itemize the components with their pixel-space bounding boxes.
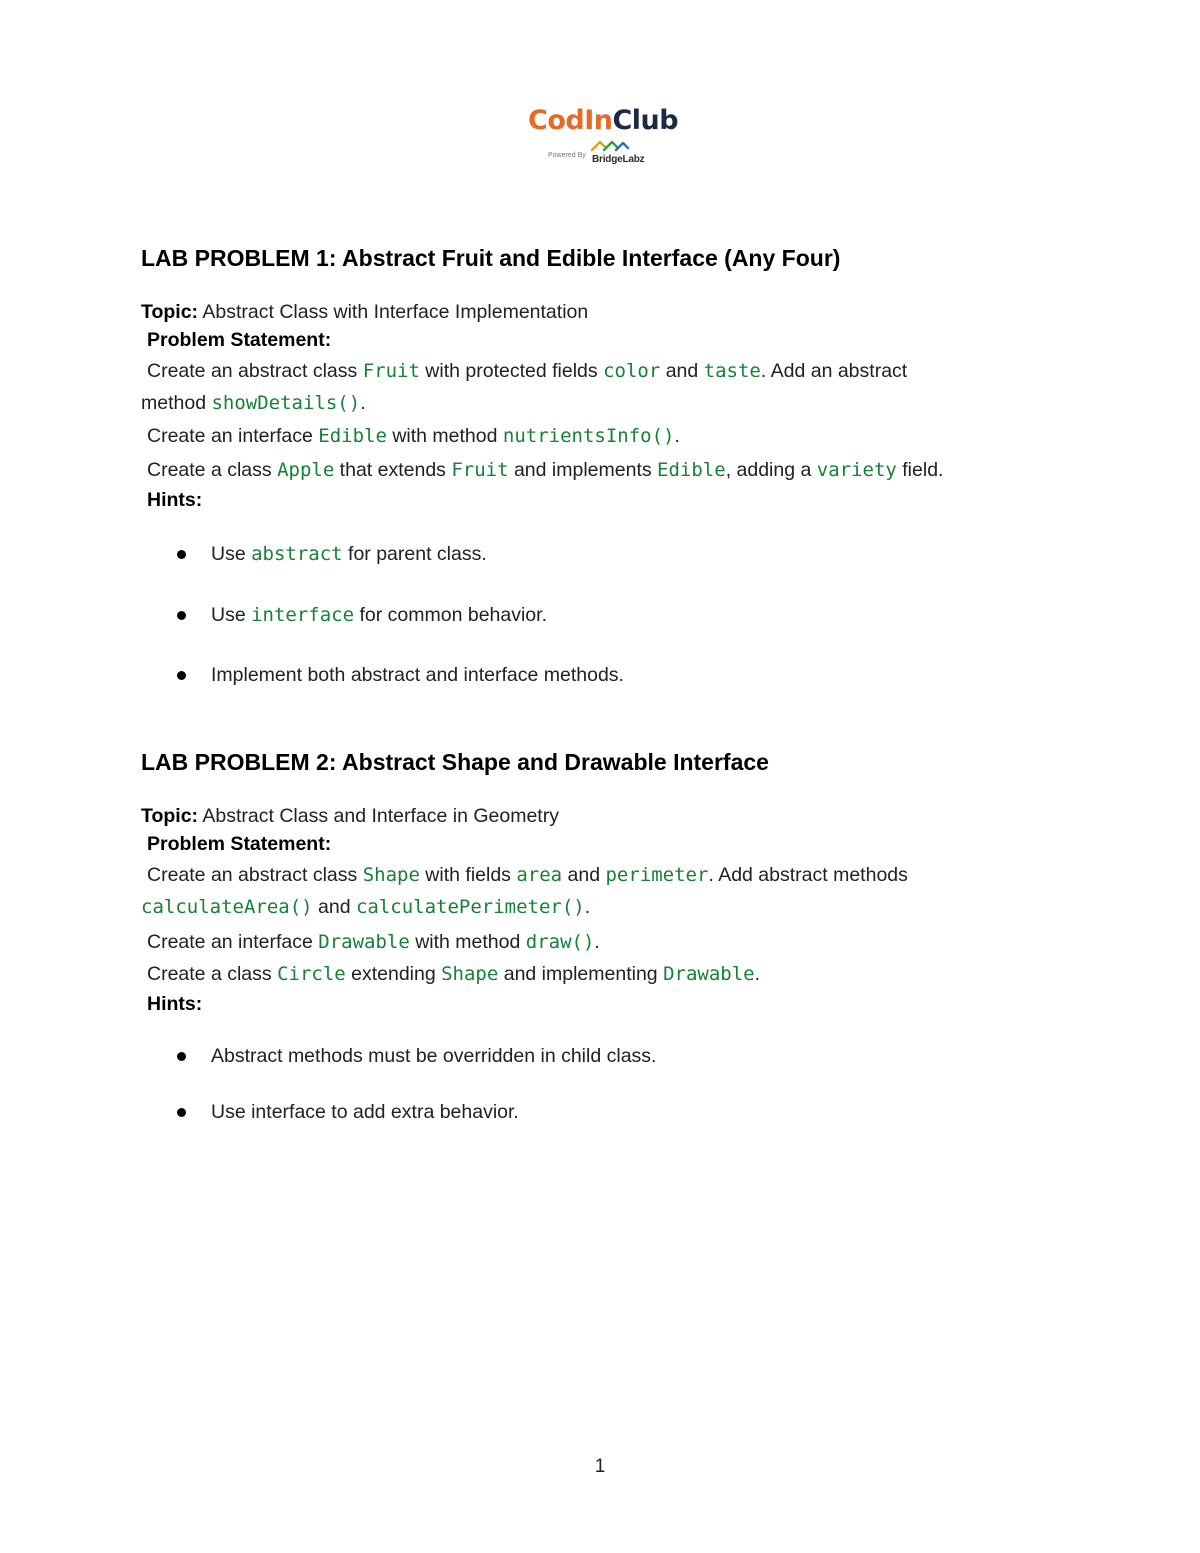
bullet-icon [177,671,186,680]
logo-wordmark [528,104,678,138]
statement-text: with fields [419,864,517,886]
statement-text: . Add an abstract [760,360,908,382]
statement-line-3 [147,423,680,449]
logo-brand-bridgelabz: BridgeLabz [592,154,645,165]
hint-item-2: Use interface to add extra behavior. [211,1101,519,1123]
lab-problem-2 [141,747,1061,1123]
problem-statement-label: Problem Statement: [147,833,332,855]
problem-2-topic [141,803,559,829]
hints-label: Hints: [147,993,203,1015]
code-edible: Edible [657,459,726,481]
code-interface: interface [251,604,355,626]
code-drawable: Drawable [663,963,755,985]
statement-text: Create a class [147,963,278,985]
code-drawable: Drawable [318,931,410,953]
code-abstract: abstract [251,543,343,565]
statement-line-1 [147,862,908,888]
code-edible: Edible [318,425,387,447]
statement-line-4 [147,457,943,483]
topic-text: Abstract Class with Interface Implementation [198,301,589,323]
statement-text: and [660,360,704,382]
problem-1-topic [141,299,588,325]
bullet-icon [177,611,186,620]
statement-text: , adding a [725,459,817,481]
bullet-icon [177,1052,186,1061]
statement-text: Create an abstract class [147,360,363,382]
bridgelabz-mark-icon [590,138,630,154]
problem-2-title: LAB PROBLEM 2: Abstract Shape and Drawable Interface [141,749,769,775]
code-perimeter: perimeter [605,864,709,886]
statement-text: Create a class [147,459,278,481]
page-number: 1 [594,1456,606,1477]
hint-item-1: Abstract methods must be overridden in child class. [211,1045,657,1067]
hint-text: for common behavior. [354,604,547,626]
statement-text: with protected fields [419,360,604,382]
bullet-icon [177,550,186,559]
statement-text: that extends [334,459,452,481]
statement-text: and [562,864,606,886]
statement-text: method [141,392,212,414]
code-showdetails: showDetails() [211,392,361,414]
statement-text: extending [345,963,442,985]
statement-text: with method [386,425,503,447]
statement-text: and implementing [498,963,664,985]
code-circle: Circle [277,963,346,985]
code-apple: Apple [277,459,335,481]
statement-text: . [754,963,761,985]
code-shape: Shape [362,864,420,886]
logo-wordmark-club: Club [612,105,679,136]
problem-1-title: LAB PROBLEM 1: Abstract Fruit and Edible Interface (Any Four) [141,245,841,271]
codinclub-logo [528,104,678,174]
statement-line-2 [141,390,366,416]
statement-text: . [584,896,591,918]
statement-text: . [594,931,600,953]
statement-text: and [312,896,356,918]
logo-powered-by: Powered By [548,152,586,159]
hint-item-2 [211,602,547,628]
code-calculatearea: calculateArea() [141,896,313,918]
statement-text: Create an interface [147,425,319,447]
statement-text: Create an abstract class [147,864,363,886]
hint-item-1 [211,541,487,567]
code-color: color [603,360,661,382]
statement-line-4 [147,961,760,987]
hint-item-3: Implement both abstract and interface methods. [211,664,624,686]
code-taste: taste [703,360,761,382]
code-nutrientsinfo: nutrientsInfo() [502,425,675,447]
statement-line-1 [147,358,907,384]
code-shape: Shape [441,963,499,985]
logo-wordmark-codin: CodIn [528,105,613,136]
hint-text: Use [211,543,252,565]
hints-label: Hints: [147,489,203,511]
problem-statement-label: Problem Statement: [147,329,332,351]
code-variety: variety [816,459,897,481]
hint-text: Use [211,604,252,626]
lab-problem-1 [141,243,1061,686]
statement-text: and implements [508,459,658,481]
statement-text: . Add abstract methods [708,864,908,886]
bullet-icon [177,1108,186,1117]
statement-text: Create an interface [147,931,319,953]
topic-label: Topic: [141,805,199,827]
statement-text: with method [409,931,526,953]
code-fruit: Fruit [362,360,420,382]
code-area: area [516,864,563,886]
code-fruit: Fruit [451,459,509,481]
code-draw: draw() [525,931,595,953]
statement-line-2 [141,894,590,920]
code-calculateperimeter: calculatePerimeter() [355,896,585,918]
statement-text: . [360,392,366,414]
topic-text: Abstract Class and Interface in Geometry [198,805,559,827]
topic-label: Topic: [141,301,199,323]
statement-text: field. [896,459,944,481]
statement-line-3 [147,929,600,955]
hint-text: for parent class. [342,543,487,565]
statement-text: . [674,425,680,447]
